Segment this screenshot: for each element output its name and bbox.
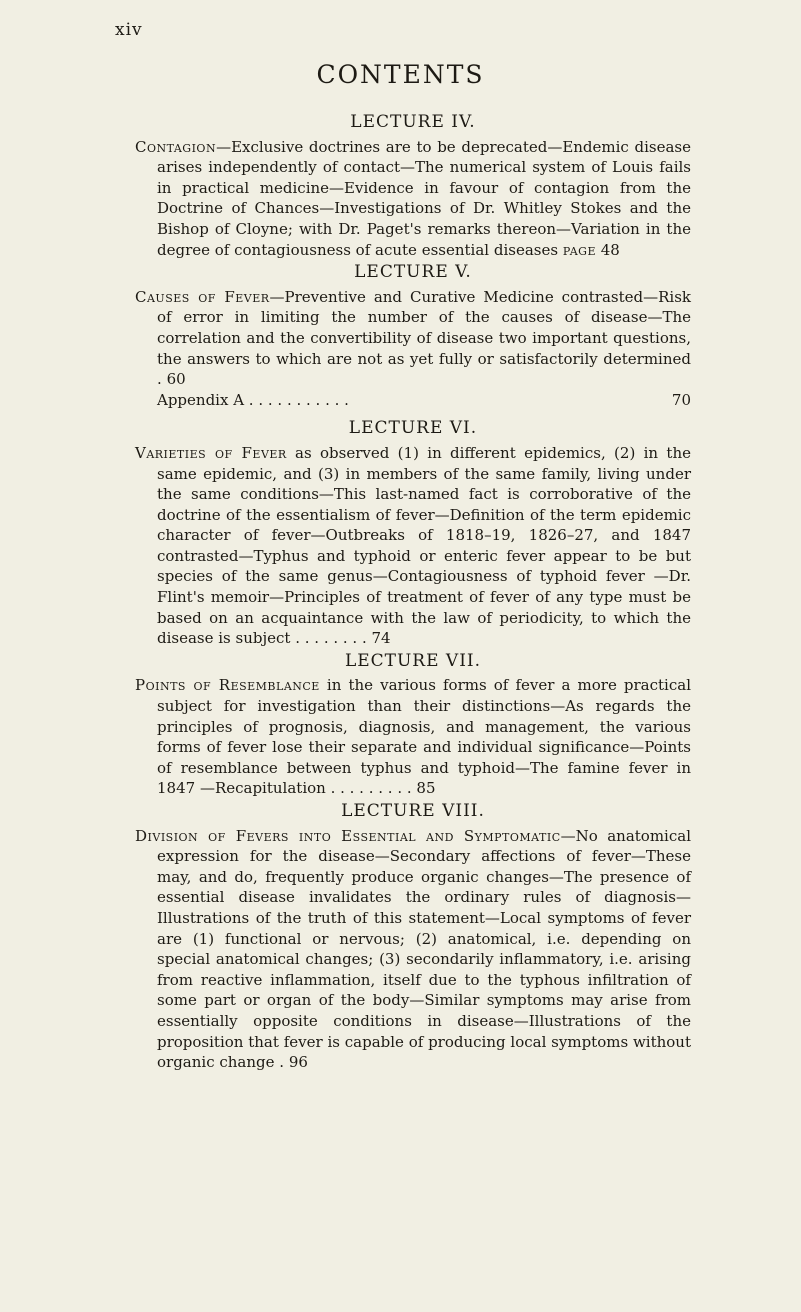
lecture-topic: Causes of Fever [135, 287, 270, 306]
lecture-topic: Varieties of Fever [135, 443, 287, 462]
lecture-body: —Preventive and Curative Medicine contrasted—Risk of error in limiting the number of the causes of disease—The correlation and the convertibility of disease two important questions, the answers to which are not as yet fully or satisfactorily determined . [157, 287, 691, 389]
page-number: xiv [115, 20, 143, 40]
lecture-heading: LECTURE VII. [344, 650, 482, 671]
lecture-v [135, 262, 691, 410]
appendix-label: Appendix A . . . . . . . . . . . [157, 390, 349, 409]
lecture-heading: LECTURE IV. [350, 112, 476, 132]
page-reference: 74 [371, 629, 391, 648]
page-reference: 96 [288, 1053, 308, 1072]
lecture-vi [135, 418, 691, 649]
page-label: page [562, 240, 596, 259]
lecture-heading: LECTURE V. [354, 262, 472, 283]
running-head: CONTENTS [316, 60, 485, 89]
lecture-body: in the various forms of fever a more practical subject for investigation than their distinctions—As regards the principles of prognosis, diagnosis, and management, the various forms of fever lose their separate and individual significance—Points of resemblance between typhus and typhoid—The famine fever in 1847 —Recapitulation . . . . . . . . . [157, 676, 691, 798]
lecture-vii [135, 651, 691, 799]
lecture-body: —Exclusive doctrines are to be deprecated—Endemic disease arises independently of contact—The numerical system of Louis fails in practical medicine—Evidence in favour of contagion from the Doctrine of Chances—Investigations of Dr. Whitley Stokes and the Bishop of Cloyne; with Dr. Paget's remarks thereon—Variation in the degree of contagiousness of acute essential diseases [157, 137, 691, 259]
appendix-entry [135, 390, 691, 411]
lecture-summary [135, 826, 691, 1073]
lecture-topic: Division of Fevers into Essential and Symptomatic [135, 826, 561, 845]
lecture-body: —No anatomical expression for the disease—Secondary affections of fever—These may, and do, frequently produce organic changes—The presence of essential disease invalidates the ordinary rules of diagnosis—Illustrations of the truth of this statement—Local symptoms of fever are (1) functional or nervous; (2) anatomical, i.e. depending on special anatomical changes; (3) secondarily inflammatory, i.e. arising from reactive inflammation, itself due to the typhous infiltration of some part or organ of the body—Similar symptoms may arise from essentially opposite conditions in disease—Illustrations of the proposition that fever is capable of producing local symptoms without organic change . [157, 826, 691, 1072]
lecture-heading: LECTURE VI. [348, 418, 478, 439]
lecture-viii [135, 801, 691, 1073]
page-reference: 60 [166, 370, 186, 389]
lecture-iv [135, 112, 691, 260]
appendix-page: 70 [671, 390, 691, 409]
lecture-heading: LECTURE VIII. [341, 801, 485, 821]
lecture-summary [135, 287, 691, 390]
page-reference: 85 [416, 779, 436, 798]
lecture-summary [135, 137, 691, 261]
contents-body [135, 112, 691, 1075]
lecture-summary [135, 443, 691, 649]
lecture-summary [135, 675, 691, 799]
lecture-topic: Points of Resemblance [135, 676, 320, 695]
lecture-topic: Contagion [135, 137, 217, 156]
page-reference: 48 [600, 240, 620, 259]
lecture-body: as observed (1) in different epidemics, (2) in the same epidemic, and (3) in members of the same family, living under the same conditions—This last-named fact is corroborative of the doctrine of the essentialism of fever—Definition of the term epidemic character of fever—Outbreaks of 1818–19, 1826–27, and 1847 contrasted—Typhus and typhoid or enteric fever appear to be but species of the same genus—Contagiousness of typhoid fever —Dr. Flint's memoir—Principles of treatment of fever of any type must be based on an acquaintance with the law of periodicity, to which the disease is subject . . . . . . . . [157, 443, 691, 648]
